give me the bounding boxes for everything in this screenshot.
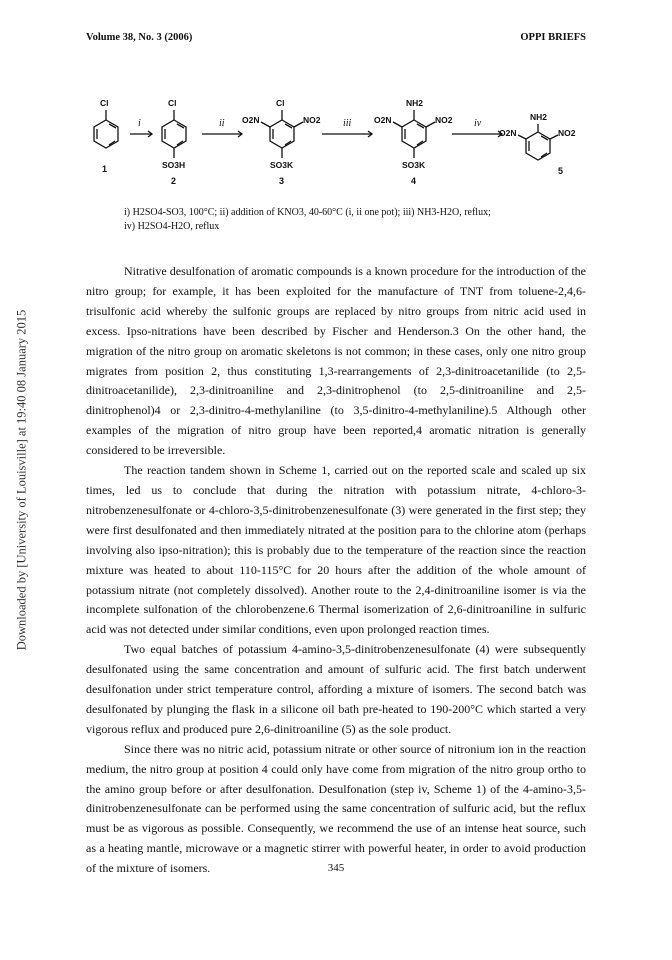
compound-1-number: 1 [102, 164, 108, 174]
journal-volume: Volume 38, No. 3 (2006) [86, 32, 193, 43]
compound-4-right-substituent: NO2 [435, 115, 453, 125]
benzene-ring-5 [518, 124, 558, 160]
compound-2-bottom-substituent: SO3H [162, 160, 186, 170]
conditions-line-2: iv) H2SO4-H2O, reflux [124, 221, 220, 232]
article-body [86, 262, 586, 879]
benzene-ring-2 [162, 110, 186, 158]
compound-1-top-substituent: Cl [100, 98, 109, 108]
compound-5-left-substituent: O2N [499, 128, 517, 138]
step-label-iv: iv [474, 118, 482, 129]
compound-4-left-substituent: O2N [374, 115, 392, 125]
scheme-structures [86, 84, 586, 204]
scheme-conditions [124, 206, 584, 234]
compound-2-top-substituent: Cl [168, 98, 177, 108]
download-watermark [0, 0, 30, 960]
compound-5-top-substituent: NH2 [530, 112, 548, 122]
step-label-iii: iii [343, 118, 352, 129]
compound-3-number: 3 [279, 176, 285, 186]
reaction-scheme [86, 84, 586, 204]
compound-4-number: 4 [411, 176, 417, 186]
compound-5-number: 5 [558, 166, 564, 176]
benzene-ring-4 [393, 110, 435, 158]
download-watermark-text: Downloaded by [University of Louisville] at 19:40 08 January 2015 [14, 309, 29, 651]
page-number: 345 [327, 862, 345, 874]
step-label-ii: ii [219, 118, 225, 129]
body-paragraph-2: The reaction tandem shown in Scheme 1, carried out on the reported scale and scaled up six times, led us to conclude that during the nitration with potassium nitrate, 4-chloro-3-nitrobenzenesulfonate or 4-chloro-3,5-dinitrobenzenesulfonate (3) were generated in the first step; they were first desulfonated and then immediately nitrated at the position para to the chlorine atom (perhaps involving also ipso-nitration); this is probably due to the temperature of the reaction since the reaction mixture was heated to about 110-115°C for 20 hours after the addition of the whole amount of potassium nitrate (not completely dissolved). Another route to the 2,4-dinitroaniline isomer is via the incomplete sulfonation of the chlorobenzene.6 Thermal isomerization of 2,6-dinitroaniline in sulfuric acid was not detected under similar conditions, even upon prolonged reaction times. [86, 463, 586, 637]
compound-4-top-substituent: NH2 [406, 98, 424, 108]
compound-2-number: 2 [171, 176, 177, 186]
benzene-ring-3 [261, 110, 303, 158]
conditions-line-1: i) H2SO4-SO3, 100°C; ii) addition of KNO3, 40-60°C (i, ii one pot); iii) NH3-H2O, reflux; [124, 207, 491, 218]
compound-3-bottom-substituent: SO3K [270, 160, 294, 170]
step-label-i: i [138, 118, 141, 129]
compound-3-left-substituent: O2N [242, 115, 260, 125]
benzene-ring-1 [94, 110, 118, 148]
compound-5-right-substituent: NO2 [558, 128, 576, 138]
compound-3-right-substituent: NO2 [303, 115, 321, 125]
section-title: OPPI BRIEFS [520, 32, 586, 43]
body-paragraph-3: Two equal batches of potassium 4-amino-3,5-dinitrobenzenesulfonate (4) were subsequently desulfonated using the same concentration and amount of sulfuric acid. The first batch underwent desulfonation under strict temperature control, affording a mixture of isomers. The second batch was desulfonated by plunging the flask in a silicone oil bath pre-heated to 190-200°C which started a very vigorous reflux and produced pure 2,6-dinitroaniline (5) as the sole product. [86, 642, 586, 736]
compound-4-bottom-substituent: SO3K [402, 160, 426, 170]
running-header [86, 32, 586, 48]
compound-3-top-substituent: Cl [276, 98, 285, 108]
body-paragraph-1: Nitrative desulfonation of aromatic compounds is a known procedure for the introduction of the nitro group; for example, it has been exploited for the manufacture of TNT from toluene-2,4,6-trisulfonic acid whereby the sulfonic groups are replaced by nitro groups from nitric acid used in excess. Ipso-nitrations have been described by Fischer and Henderson.3 On the other hand, the migration of the nitro group on aromatic skeletons is not common; in these cases, only one nitro group migrates from position 2, thus constituting 1,3-rearrangements of 2,3-dinitroacetanilide (to 2,5-dinitroacetanilide), 2,3-dinitroaniline and 2,3-dinitrophenol (to 2,5-dinitroaniline and 2,5-dinitrophenol)4 or 2,3-dinitro-4-methylaniline (to 3,5-dinitro-4-methylaniline).5 Although other examples of the migration of nitro group have been reported,4 aromatic nitration is generally considered to be irreversible. [86, 264, 586, 458]
body-paragraph-4: Since there was no nitric acid, potassium nitrate or other source of nitronium ion in the reaction medium, the nitro group at position 4 could only have come from migration of the nitro group ortho to the amino group before or after desulfonation. Desulfonation (step iv, Scheme 1) of the 4-amino-3,5-dinitrobenzenesulfonate can be performed using the same concentration of sulfuric acid, but the reflux must be as vigorous as possible. Consequently, we recommend the use of an intense heat source, such as a heating mantle, microwave or a magnetic stirrer with powerful heater, in order to avoid production of the mixture of isomers. [86, 741, 586, 876]
